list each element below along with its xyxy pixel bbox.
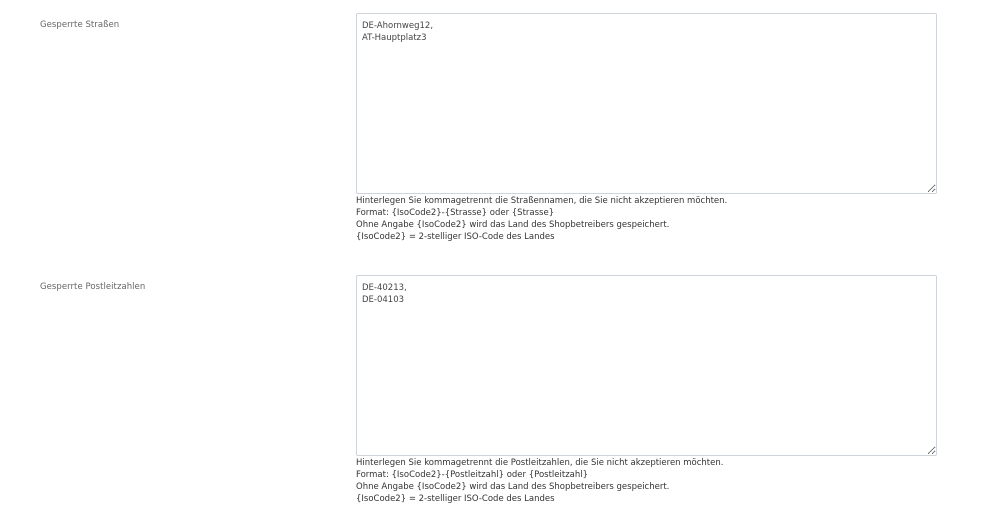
blocked-streets-textarea[interactable] <box>356 13 937 194</box>
blocked-postcodes-help <box>356 457 956 505</box>
blocked-streets-help <box>356 195 956 243</box>
help-line: Format: {IsoCode2}-{Strasse} oder {Strasse} <box>356 208 555 218</box>
help-line: {IsoCode2} = 2-stelliger ISO-Code des Landes <box>356 494 555 504</box>
help-line: Ohne Angabe {IsoCode2} wird das Land des Shopbetreibers gespeichert. <box>356 220 670 230</box>
blocked-streets-label: Gesperrte Straßen <box>40 20 120 30</box>
help-line: Format: {IsoCode2}-{Postleitzahl} oder {Postleitzahl} <box>356 470 589 480</box>
help-line: Hinterlegen Sie kommagetrennt die Postleitzahlen, die Sie nicht akzeptieren möchten. <box>356 458 724 468</box>
blocked-postcodes-label: Gesperrte Postleitzahlen <box>40 282 146 292</box>
blocked-postcodes-textarea[interactable] <box>356 275 937 456</box>
help-line: {IsoCode2} = 2-stelliger ISO-Code des Landes <box>356 232 555 242</box>
help-line: Ohne Angabe {IsoCode2} wird das Land des Shopbetreibers gespeichert. <box>356 482 670 492</box>
help-line: Hinterlegen Sie kommagetrennt die Straßennamen, die Sie nicht akzeptieren möchten. <box>356 196 728 206</box>
